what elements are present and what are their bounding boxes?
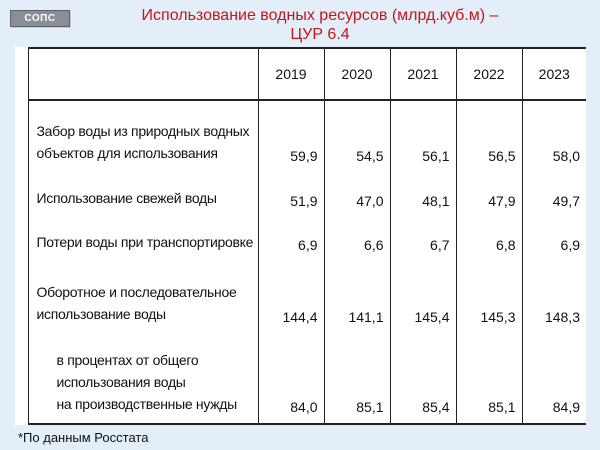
cell-value: 85,1	[456, 333, 522, 424]
table-row	[15, 100, 586, 172]
cell-value: 6,8	[456, 217, 522, 261]
title-line-1: Использование водных ресурсов (млрд.куб.м) –	[141, 7, 499, 24]
cell-value: 6,6	[324, 217, 390, 261]
cell-value: 141,1	[324, 261, 390, 333]
footnote: *По данным Росстата	[18, 430, 149, 445]
cell-value: 145,4	[390, 261, 456, 333]
row-label: Потери воды при транспортировке	[28, 217, 258, 261]
water-usage-table-panel	[15, 47, 586, 425]
table-row	[15, 261, 586, 333]
header-year: 2021	[390, 48, 456, 100]
cell-value: 49,7	[522, 172, 586, 217]
cell-value: 56,1	[390, 100, 456, 172]
cell-value: 148,3	[522, 261, 586, 333]
cell-value: 54,5	[324, 100, 390, 172]
cell-value: 144,4	[258, 261, 324, 333]
table-header-row	[15, 48, 586, 100]
table-margin	[15, 333, 28, 424]
cell-value: 51,9	[258, 172, 324, 217]
header-year: 2020	[324, 48, 390, 100]
cell-value: 56,5	[456, 100, 522, 172]
row-label: Использование свежей воды	[28, 172, 258, 217]
water-usage-table	[15, 47, 586, 425]
cell-value: 85,4	[390, 333, 456, 424]
header-year: 2019	[258, 48, 324, 100]
header-label-cell	[28, 48, 258, 100]
header-year: 2023	[522, 48, 586, 100]
cell-value: 6,9	[258, 217, 324, 261]
row-label: Забор воды из природных водных объектов для использования	[28, 100, 258, 172]
table-row	[15, 217, 586, 261]
table-margin	[15, 100, 28, 172]
cell-value: 47,0	[324, 172, 390, 217]
row-label: в процентах от общего использования воды на производственные нужды	[28, 333, 258, 424]
cell-value: 84,0	[258, 333, 324, 424]
cell-value: 48,1	[390, 172, 456, 217]
table-margin	[15, 261, 28, 333]
table-margin	[15, 48, 28, 100]
cell-value: 145,3	[456, 261, 522, 333]
cell-value: 85,1	[324, 333, 390, 424]
cell-value: 84,9	[522, 333, 586, 424]
table-margin	[15, 172, 28, 217]
sops-logo: СОПС	[10, 10, 70, 27]
cell-value: 6,9	[522, 217, 586, 261]
cell-value: 58,0	[522, 100, 586, 172]
cell-value: 59,9	[258, 100, 324, 172]
page-title	[80, 6, 560, 44]
table-row	[15, 333, 586, 424]
title-line-2: ЦУР 6.4	[290, 26, 350, 43]
cell-value: 6,7	[390, 217, 456, 261]
table-row	[15, 172, 586, 217]
row-label: Оборотное и последовательное использование воды	[28, 261, 258, 333]
table-margin	[15, 217, 28, 261]
header-year: 2022	[456, 48, 522, 100]
cell-value: 47,9	[456, 172, 522, 217]
